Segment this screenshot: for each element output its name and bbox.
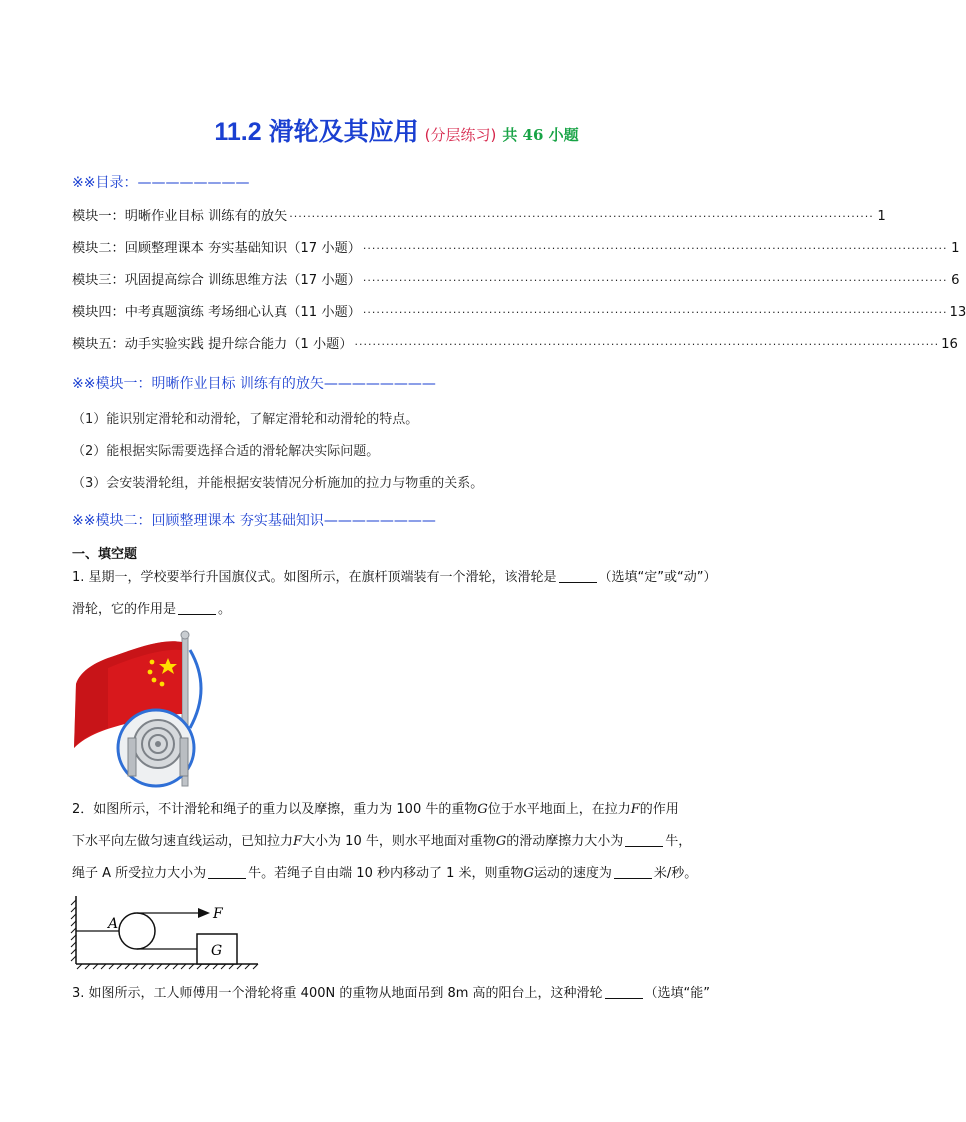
q2-symbol-G: G <box>477 802 488 817</box>
toc-item[interactable] <box>72 206 886 224</box>
q2-symbol-G: G <box>523 866 534 881</box>
toc-leader-dots: ·································································································································· <box>362 242 948 255</box>
q2-symbol-F: F <box>293 834 303 849</box>
question-2-line-2 <box>72 826 722 858</box>
q2-text: 牛， <box>665 834 692 849</box>
toc-leader-dots: ·································································································································· <box>362 306 948 319</box>
toc-heading: ※※目录：———————— <box>72 175 250 191</box>
q2-text: 米/秒。 <box>653 866 698 881</box>
label-G: G <box>211 943 223 959</box>
q1-blank-2[interactable] <box>178 600 216 615</box>
objective-item: （1）能识别定滑轮和动滑轮，了解定滑轮和动滑轮的特点。 <box>72 412 419 427</box>
toc-item-label: 模块二：回顾整理课本 夯实基础知识（17 小题） <box>72 241 361 256</box>
q1-blank-1[interactable] <box>559 568 597 583</box>
pulley-diagram <box>70 894 270 970</box>
toc-leader-dots: ·································································································································· <box>354 338 940 351</box>
title-main: 11.2 滑轮及其应用 <box>214 118 419 146</box>
q2-text: 牛。若绳子自由端 10 秒内移动了 1 米，则重物 <box>248 866 524 881</box>
q2-text: 的作用 <box>639 802 679 817</box>
q2-text: 2．如图所示，不计滑轮和绳子的重力以及摩擦，重力为 100 牛的重物 <box>72 802 478 817</box>
question-2-line-3 <box>72 858 722 890</box>
toc-item-page: 1 <box>951 241 960 256</box>
q3-blank-1[interactable] <box>605 984 643 999</box>
objective-item: （3）会安装滑轮组，并能根据安装情况分析施加的拉力与物重的关系。 <box>72 476 484 491</box>
flag-pulley-figure <box>72 628 212 790</box>
question-1-line-1 <box>72 562 722 594</box>
toc-item[interactable] <box>72 334 958 352</box>
toc-item-page: 6 <box>951 273 960 288</box>
q2-symbol-G: G <box>495 834 507 849</box>
toc-item-label: 模块五：动手实验实践 提升综合能力（1 小题） <box>72 337 353 352</box>
q2-text: 大小为 10 牛，则水平地面对重物 <box>302 834 496 849</box>
toc-item-label: 模块四：中考真题演练 考场细心认真（11 小题） <box>72 305 361 320</box>
toc-item-label: 模块一：明晰作业目标 训练有的放矢 <box>72 209 288 224</box>
q1-text-a: 1. 星期一，学校要举行升国旗仪式。如图所示，在旗杆顶端装有一个滑轮，该滑轮是 <box>72 570 557 585</box>
toc-item-label: 模块三：巩固提高综合 训练思维方法（17 小题） <box>72 273 361 288</box>
question-3-line-1 <box>72 978 722 1010</box>
question-1-line-2 <box>72 594 722 626</box>
q2-text: 运动的速度为 <box>533 866 612 881</box>
section-fill-in-blank: 一、填空题 <box>72 547 138 562</box>
module1-heading: ※※模块一：明晰作业目标 训练有的放矢———————— <box>72 376 436 392</box>
toc-item-page: 13 <box>949 305 966 320</box>
toc-leader-dots: ·································································································································· <box>289 210 874 223</box>
q2-text: 绳子 A 所受拉力大小为 <box>72 866 207 881</box>
toc-item[interactable] <box>72 302 966 320</box>
label-F: F <box>213 906 223 922</box>
q2-blank-2[interactable] <box>208 864 246 879</box>
q1-text-d: 。 <box>218 602 232 617</box>
objective-item: （2）能根据实际需要选择合适的滑轮解决实际问题。 <box>72 444 380 459</box>
toc-item-page: 16 <box>941 337 958 352</box>
title-question-count: 共 46 小题 <box>502 126 579 144</box>
q3-text: （选填“能” <box>644 986 711 1001</box>
q1-text-b: （选填“定”或“动”） <box>598 570 717 585</box>
toc-item[interactable] <box>72 270 960 288</box>
module2-heading: ※※模块二：回顾整理课本 夯实基础知识———————— <box>72 513 436 529</box>
q2-text: 下水平向左做匀速直线运动，已知拉力 <box>72 834 294 849</box>
toc-leader-dots: ·································································································································· <box>362 274 948 287</box>
q2-text: 的滑动摩擦力大小为 <box>506 834 624 849</box>
q2-symbol-F: F <box>630 802 640 817</box>
question-2-line-1 <box>72 794 722 826</box>
q3-text: 3. 如图所示，工人师傅用一个滑轮将重 400N 的重物从地面吊到 8m 高的阳台上，这种滑轮 <box>72 986 603 1001</box>
q1-text-c: 滑轮，它的作用是 <box>72 602 177 617</box>
q2-blank-3[interactable] <box>614 864 652 879</box>
q2-blank-1[interactable] <box>625 832 663 847</box>
toc-item-page: 1 <box>877 209 886 224</box>
toc-item[interactable] <box>72 238 960 256</box>
page-title <box>0 112 793 148</box>
title-subtitle: (分层练习) <box>424 126 497 144</box>
q2-text: 位于水平地面上，在拉力 <box>487 802 631 817</box>
label-A: A <box>108 916 119 932</box>
